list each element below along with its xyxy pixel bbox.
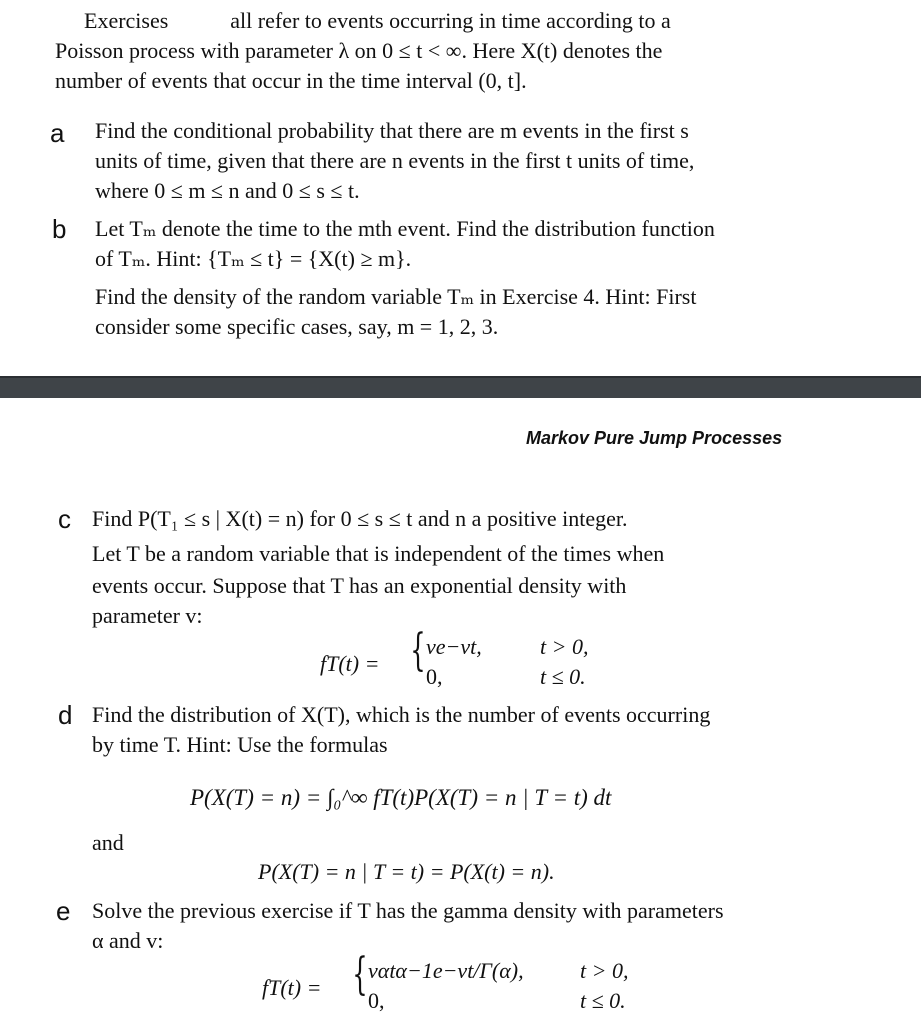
exercise-e-brace: {: [352, 949, 368, 1000]
intro-line-2: Poisson process with parameter λ on 0 ≤ t < ∞. Here X(t) denotes the: [55, 38, 663, 63]
intro-line-1: Exercises all refer to events occurring in time according to a: [84, 8, 671, 33]
exercise-b-line-4: consider some specific cases, say, m = 1, 2, 3.: [95, 314, 499, 339]
exercise-d-eq-2: P(X(T) = n | T = t) = P(X(t) = n).: [258, 859, 555, 884]
exercise-e-eq-case-1: vαtα−1e−vt/Γ(α),: [368, 958, 524, 983]
exercise-c-eq-cond-1: t > 0,: [540, 634, 589, 659]
exercise-a-label: a: [50, 118, 65, 148]
exercise-b-line-1: Let Tₘ denote the time to the mth event. Find the distribution function: [95, 216, 715, 241]
exercise-b-label: b: [52, 214, 67, 244]
exercise-e-eq-case-2: 0,: [368, 988, 385, 1013]
exercise-d-label: d: [58, 700, 73, 730]
exercise-c-eq-lhs: fT(t) =: [320, 651, 380, 676]
exercise-c-line-1: Find P(T₁ ≤ s | X(t) = n) for 0 ≤ s ≤ t and n a positive integer.: [92, 506, 628, 531]
exercise-c-line-3: events occur. Suppose that T has an exponential density with: [92, 573, 627, 598]
exercise-d-line-2: by time T. Hint: Use the formulas: [92, 732, 388, 757]
exercise-c-brace: {: [410, 625, 426, 676]
exercise-c-line-2: Let T be a random variable that is independent of the times when: [92, 541, 665, 566]
exercise-a-line-1: Find the conditional probability that there are m events in the first s: [95, 118, 689, 143]
intro-line-3: number of events that occur in the time interval (0, t].: [55, 68, 527, 93]
exercise-e-line-2: α and v:: [92, 928, 164, 953]
exercise-d-eq-1: P(X(T) = n) = ∫₀^∞ fT(t)P(X(T) = n | T = t) dt: [190, 785, 612, 810]
exercise-c-line-4: parameter v:: [92, 603, 203, 628]
running-header: Markov Pure Jump Processes: [526, 428, 783, 448]
exercise-e-eq-cond-1: t > 0,: [580, 958, 629, 983]
exercise-e-eq-cond-2: t ≤ 0.: [580, 988, 626, 1013]
exercise-c-label: c: [58, 504, 71, 534]
exercise-b-line-2: of Tₘ. Hint: {Tₘ ≤ t} = {X(t) ≥ m}.: [95, 246, 412, 271]
exercise-b-line-3: Find the density of the random variable Tₘ in Exercise 4. Hint: First: [95, 284, 697, 309]
exercise-e-line-1: Solve the previous exercise if T has the gamma density with parameters: [92, 898, 724, 923]
exercise-e-eq-lhs: fT(t) =: [262, 975, 322, 1000]
exercise-d-line-1: Find the distribution of X(T), which is the number of events occurring: [92, 702, 711, 727]
exercise-a-line-3: where 0 ≤ m ≤ n and 0 ≤ s ≤ t.: [95, 178, 360, 203]
exercise-e-label: e: [56, 896, 71, 926]
exercise-c-eq-cond-2: t ≤ 0.: [540, 664, 586, 689]
exercise-c-eq-case-2: 0,: [426, 664, 443, 689]
exercise-c-eq-case-1: ve−vt,: [426, 634, 482, 659]
exercise-a-line-2: units of time, given that there are n events in the first t units of time,: [95, 148, 695, 173]
exercise-d-and: and: [92, 830, 124, 855]
page-separator: [0, 373, 921, 398]
